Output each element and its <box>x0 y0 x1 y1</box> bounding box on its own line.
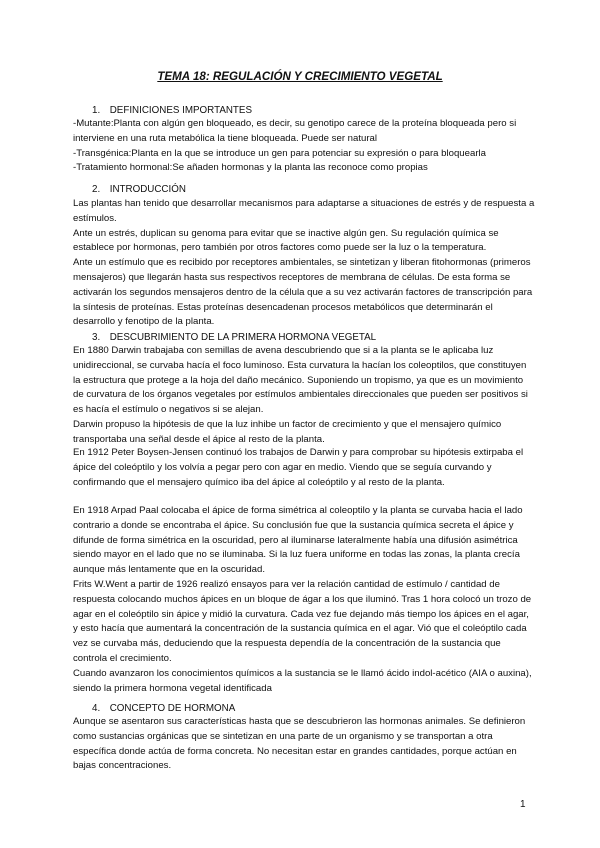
section-body-hormona <box>73 715 535 774</box>
paragraph: Ante un estrés, duplican su genoma para evitar que se inactive algún gen. Su regulación química se establece por hormonas, pero también por otros factores como puede ser la luz o la temperatura. <box>73 227 499 254</box>
paragraph: Ante un estímulo que es recibido por receptores ambientales, se sintetizan y liberan fitohormonas (primeros mensajeros) que llegarán hasta sus respectivos receptores de membrana de células. De esta forma se activarán los segundos mensajeros dentro de la célula que a su vez activarán factores de transcripción para la síntesis de proteínas. Estas proteínas desencadenan procesos metabólicos que determinarán el desarrollo y fenotipo de la planta. <box>73 257 533 328</box>
section-body-definiciones <box>73 117 535 176</box>
paragraph: Darwin propuso la hipótesis de que la luz inhibe un factor de crecimiento y que el mensajero químico transportaba una señal desde el ápice al resto de la planta. <box>73 418 502 445</box>
paragraph: -Tratamiento hormonal:Se añaden hormonas y la planta las reconoce como propias <box>73 162 428 174</box>
document-title: TEMA 18: REGULACIÓN Y CRECIMIENTO VEGETAL <box>157 70 443 83</box>
page-number: 1 <box>520 799 526 810</box>
paragraph: Aunque se asentaron sus características hasta que se descubrieron las hormonas animales. Se definieron como sustancias orgánicas que se sintetizan en una parte de un organismo y se transportan a otra específica donde actúa de forma concreta. No necesitan estar en grandes cantidades, porque actúan en bajas concentraciones. <box>73 716 526 772</box>
section-title: DEFINICIONES IMPORTANTES <box>109 105 252 116</box>
paragraph: En 1880 Darwin trabajaba con semillas de avena descubriendo que si a la planta se le aplicaba luz unidireccional, se curvaba hacía el foco luminoso. Esta curvatura la hacían los coleoptilos, que constituyen la estructura que protege a la hoja del daño mecánico. Suponiendo un tropismo, ya que es un movimiento de curvatura de los órganos vegetales por estímulos ambientales direccionales que pueden ser positivos si es hacía el estímulo o negativos si se alejan. <box>73 345 528 416</box>
section-title: DESCUBRIMIENTO DE LA PRIMERA HORMONA VEGETAL <box>109 332 377 343</box>
paragraph: En 1918 Arpad Paal colocaba el ápice de forma simétrica al coleoptilo y la planta se curvaba hacia el lado contrario a donde se encontraba el ápice. Su conclusión fue que la sustancia química secreta el ápice y difunde de forma simétrica en la oscuridad, pero al iluminarse lateralmente había una difusión asimétrica siendo mayor en el lado que no se iluminaba. Si la luz fuera uniforme en todas las zonas, la planta crecía aunque más lentamente que en la oscuridad. <box>73 505 523 576</box>
section-number: 4. <box>92 703 101 714</box>
paragraph-went <box>73 578 535 696</box>
section-body-descubrimiento <box>73 344 535 448</box>
paragraph: Las plantas han tenido que desarrollar mecanismos para adaptarse a situaciones de estrés y de respuesta a estímulos. <box>73 198 535 224</box>
section-number: 3. <box>92 332 101 343</box>
section-number: 2. <box>92 184 101 195</box>
section-number: 1. <box>92 105 101 116</box>
section-title: INTRODUCCIÓN <box>109 184 186 195</box>
paragraph: Cuando avanzaron los conocimientos químicos a la sustancia se le llamó ácido indol-acético (AIA o auxina), siendo la primera hormona vegetal identificada <box>73 667 532 694</box>
paragraph-boysen-jensen <box>73 446 535 490</box>
paragraph-paal <box>73 504 535 578</box>
section-title: CONCEPTO DE HORMONA <box>109 703 236 714</box>
section-heading-introduccion <box>92 183 186 198</box>
paragraph: Frits W.Went a partir de 1926 realizó ensayos para ver la relación cantidad de estímulo / cantidad de respuesta colocando muchos ápices en un bloque de ágar a los que iluminó. Tras 1 hora colocó un trozo de agar en el coleóptilo sin ápice y midió la curvatura. Cada vez fue dejando más tiempo los ápices en el agar, y esto hacía que aumentará la concentración de la sustancia química en el agar. Vió que el coleóptilo cada vez se curvaba más, deduciendo que la respuesta dependía de la concentración de la sustancia que controla el crecimiento. <box>73 579 532 664</box>
paragraph: En 1912 Peter Boysen-Jensen continuó los trabajos de Darwin y para comprobar su hipótesis extirpaba el ápice del coleóptilo y los volvía a pegar pero con agar en medio. Viendo que se seguía curvando y confirmando que el mensajero químico iba del ápice al coleóptilo y al resto de la planta. <box>73 447 524 488</box>
paragraph: -Transgénica:Planta en la que se introduce un gen para potenciar su expresión o para bloquearla <box>73 147 486 159</box>
paragraph: -Mutante:Planta con algún gen bloqueado, es decir, su genotipo carece de la proteína bloqueada pero si interviene en una ruta metabólica la tiene bloqueada. Puede ser natural <box>73 118 517 144</box>
section-body-introduccion <box>73 197 535 330</box>
